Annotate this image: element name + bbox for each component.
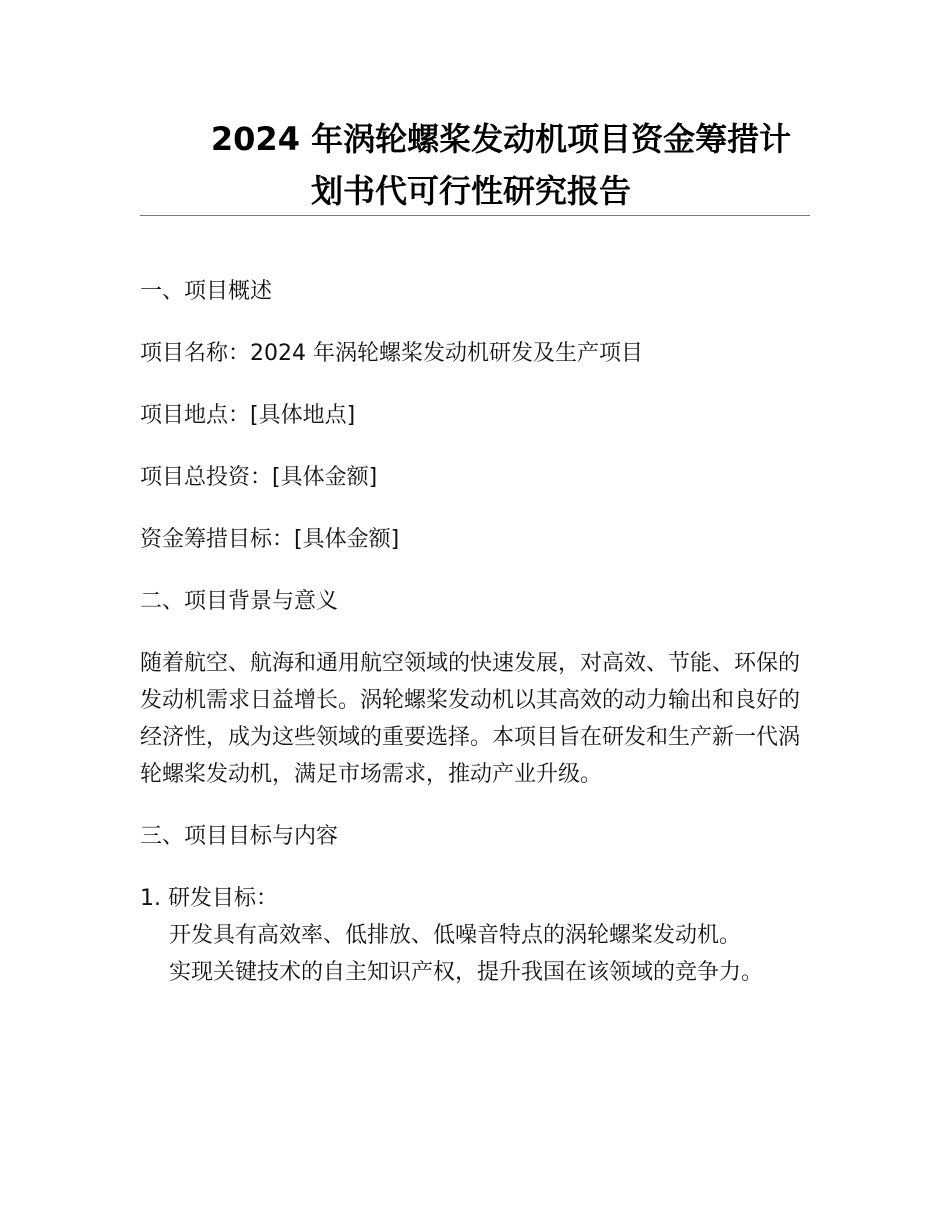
- section-1-heading: 一、项目概述: [140, 279, 273, 304]
- section-2-heading: 二、项目背景与意义: [140, 589, 339, 614]
- funding-target: 资金筹措目标：[具体金额]: [140, 527, 400, 552]
- project-name: 项目名称：2024 年涡轮螺桨发动机研发及生产项目: [140, 341, 643, 366]
- project-investment: 项目总投资：[具体金额]: [140, 465, 378, 490]
- title-line-1: 2024 年涡轮螺桨发动机项目资金筹措计: [210, 120, 792, 158]
- document-body: [140, 273, 812, 991]
- document-title: [140, 113, 810, 217]
- goal-list: [140, 880, 812, 991]
- title-line-2: 划书代可行性研究报告: [310, 172, 631, 210]
- section-2-body: 随着航空、航海和通用航空领域的快速发展，对高效、节能、环保的发动机需求日益增长。涡轮螺桨发动机以其高效的动力输出和良好的经济性，成为这些领域的重要选择。本项目旨在研发和生产新一代涡轮螺桨发动机，满足市场需求，推动产业升级。: [140, 651, 801, 787]
- list-item-point: 开发具有高效率、低排放、低噪音特点的涡轮螺桨发动机。: [169, 923, 742, 948]
- title-divider: [140, 215, 810, 216]
- section-3-heading: 三、项目目标与内容: [140, 824, 339, 849]
- project-location: 项目地点：[具体地点]: [140, 403, 356, 428]
- list-item-label: 1. 研发目标：: [140, 886, 278, 911]
- list-item-point: 实现关键技术的自主知识产权，提升我国在该领域的竞争力。: [169, 960, 764, 985]
